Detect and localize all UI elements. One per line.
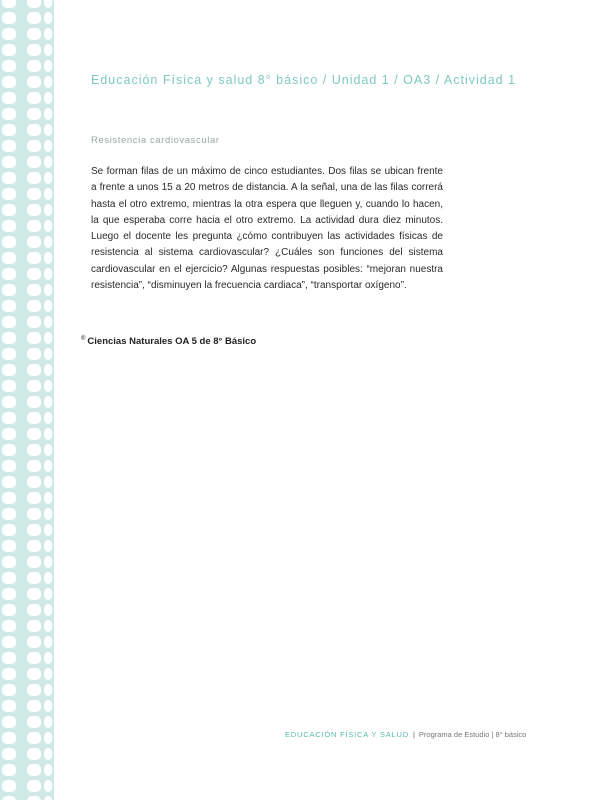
strip-tile — [27, 540, 41, 552]
strip-tile — [2, 92, 16, 104]
footer-subject: EDUCACIÓN FÍSICA Y SALUD — [285, 730, 409, 739]
strip-tile — [44, 108, 52, 120]
strip-tile — [27, 716, 41, 728]
strip-tile — [2, 492, 16, 504]
strip-tile — [2, 12, 16, 24]
strip-tile — [2, 396, 16, 408]
strip-tile — [44, 316, 52, 328]
strip-tile — [2, 636, 16, 648]
page-header: Educación Física y salud 8° básico / Unidad 1 / OA3 / Actividad 1 — [91, 73, 517, 87]
strip-tile — [27, 492, 41, 504]
strip-tile — [27, 748, 41, 760]
strip-tile — [44, 172, 52, 184]
strip-tile — [2, 652, 16, 664]
strip-tile — [27, 604, 41, 616]
strip-tile — [27, 700, 41, 712]
strip-tile — [27, 652, 41, 664]
strip-tile — [2, 108, 16, 120]
strip-tile — [2, 364, 16, 376]
strip-tile — [44, 252, 52, 264]
strip-tile — [2, 0, 16, 8]
strip-tile — [44, 476, 52, 488]
strip-tile — [27, 124, 41, 136]
strip-tile — [2, 188, 16, 200]
strip-tile — [2, 156, 16, 168]
note-text: Ciencias Naturales OA 5 de 8° Básico — [87, 336, 257, 347]
strip-tile — [2, 508, 16, 520]
strip-tile — [2, 572, 16, 584]
strip-tile — [27, 636, 41, 648]
strip-tile — [27, 332, 41, 344]
strip-tile — [44, 636, 52, 648]
strip-tile — [2, 124, 16, 136]
strip-tile — [44, 540, 52, 552]
strip-tile — [44, 444, 52, 456]
strip-tile — [44, 188, 52, 200]
strip-tile — [44, 236, 52, 248]
strip-tile — [44, 396, 52, 408]
strip-tile — [44, 588, 52, 600]
strip-tile — [44, 412, 52, 424]
strip-tile — [44, 44, 52, 56]
strip-tile — [44, 284, 52, 296]
decorative-side-strip — [0, 0, 54, 800]
strip-tile — [2, 220, 16, 232]
strip-tile — [27, 556, 41, 568]
strip-tile — [2, 684, 16, 696]
strip-tile — [27, 572, 41, 584]
strip-tile — [44, 364, 52, 376]
strip-tile — [2, 332, 16, 344]
strip-tile — [44, 204, 52, 216]
strip-tile — [44, 508, 52, 520]
strip-tile — [27, 412, 41, 424]
footer-separator: | — [412, 730, 415, 739]
strip-tile — [44, 76, 52, 88]
strip-tile — [44, 764, 52, 776]
strip-tile — [27, 172, 41, 184]
strip-tile — [27, 476, 41, 488]
strip-tile — [44, 92, 52, 104]
strip-tile — [27, 364, 41, 376]
strip-tile — [44, 668, 52, 680]
strip-tile — [27, 108, 41, 120]
strip-tile — [2, 380, 16, 392]
strip-tile — [44, 28, 52, 40]
strip-tile — [27, 764, 41, 776]
strip-tile — [2, 140, 16, 152]
strip-tile — [2, 732, 16, 744]
strip-tile — [27, 204, 41, 216]
strip-tile — [27, 380, 41, 392]
strip-tile — [27, 220, 41, 232]
strip-tile — [44, 716, 52, 728]
strip-tile — [44, 268, 52, 280]
strip-tile — [44, 604, 52, 616]
strip-tile — [44, 220, 52, 232]
strip-tile — [44, 156, 52, 168]
strip-tile — [27, 780, 41, 792]
strip-tile — [27, 300, 41, 312]
strip-tile — [2, 300, 16, 312]
strip-tile — [27, 316, 41, 328]
strip-tile — [27, 140, 41, 152]
strip-tile — [44, 140, 52, 152]
strip-tile — [44, 380, 52, 392]
strip-tile — [27, 668, 41, 680]
strip-tile — [2, 700, 16, 712]
footer-grade: | 8° básico — [491, 730, 527, 739]
strip-tile — [44, 572, 52, 584]
strip-tile — [2, 428, 16, 440]
strip-tile — [44, 492, 52, 504]
strip-tile — [44, 12, 52, 24]
strip-tile — [44, 460, 52, 472]
page-footer — [285, 730, 526, 739]
strip-tile — [44, 748, 52, 760]
strip-tile — [44, 60, 52, 72]
strip-tile — [44, 348, 52, 360]
strip-tile — [27, 236, 41, 248]
strip-tile — [27, 188, 41, 200]
strip-tile — [2, 460, 16, 472]
strip-tile — [2, 748, 16, 760]
strip-tile — [44, 780, 52, 792]
strip-tile — [44, 332, 52, 344]
activity-description: Se forman filas de un máximo de cinco estudiantes. Dos filas se ubican frente a frente a unos 15 a 20 metros de distancia. A la señal, una de las filas correrá hasta el otro extremo, mientras la otra espera que lleguen y, cuando lo hacen, la que esperaba corre hacia el otro extremo. La actividad dura diez minutos. Luego el docente les pregunta ¿cómo contribuyen las actividades físicas de resistencia al sistema cardiovascular? ¿Cuáles son funciones del sistema cardiovascular en el ejercicio? Algunas respuestas posibles: “mejoran nuestra resistencia”, “disminuyen la frecuencia cardiaca”, “transportar oxígeno”. — [91, 166, 443, 292]
strip-tile — [2, 28, 16, 40]
strip-tile — [44, 620, 52, 632]
strip-tile — [27, 684, 41, 696]
strip-tile — [27, 620, 41, 632]
strip-tile — [27, 156, 41, 168]
strip-tile — [44, 428, 52, 440]
strip-tile — [2, 588, 16, 600]
strip-tile — [2, 716, 16, 728]
strip-tile — [44, 300, 52, 312]
note-marker: ® — [81, 336, 86, 342]
strip-tile — [2, 764, 16, 776]
strip-tile — [2, 540, 16, 552]
strip-tile — [2, 76, 16, 88]
strip-tile — [27, 460, 41, 472]
strip-tile — [44, 652, 52, 664]
strip-tile — [2, 268, 16, 280]
strip-tile — [27, 588, 41, 600]
strip-tile — [2, 444, 16, 456]
strip-tile — [44, 684, 52, 696]
strip-tile — [2, 60, 16, 72]
strip-tile — [27, 44, 41, 56]
section-title: Resistencia cardiovascular — [91, 135, 220, 146]
strip-tile — [27, 92, 41, 104]
footer-program: Programa de Estudio — [418, 730, 490, 739]
strip-tile — [27, 732, 41, 744]
strip-tile — [44, 700, 52, 712]
strip-tile — [2, 668, 16, 680]
strip-tile — [2, 556, 16, 568]
strip-tile — [27, 444, 41, 456]
strip-tile — [44, 732, 52, 744]
strip-tile — [2, 284, 16, 296]
strip-tile — [2, 524, 16, 536]
strip-tile — [27, 396, 41, 408]
strip-tile — [2, 604, 16, 616]
strip-tile — [27, 28, 41, 40]
strip-tile — [27, 12, 41, 24]
strip-tile — [27, 0, 41, 8]
strip-tile — [2, 44, 16, 56]
strip-tile — [27, 524, 41, 536]
strip-tile — [27, 428, 41, 440]
strip-tile — [2, 172, 16, 184]
strip-tile — [2, 412, 16, 424]
strip-tile — [44, 524, 52, 536]
strip-tile — [2, 620, 16, 632]
strip-tile — [27, 348, 41, 360]
cross-reference-note — [81, 336, 256, 347]
strip-tile — [27, 60, 41, 72]
strip-tile — [2, 348, 16, 360]
strip-tile — [2, 476, 16, 488]
strip-tile — [27, 76, 41, 88]
strip-tile — [2, 236, 16, 248]
strip-tile — [2, 780, 16, 792]
strip-tile — [27, 508, 41, 520]
strip-tile — [2, 316, 16, 328]
strip-tile — [2, 204, 16, 216]
strip-tile — [44, 124, 52, 136]
strip-tile — [27, 252, 41, 264]
strip-tile — [2, 252, 16, 264]
strip-tile — [44, 556, 52, 568]
strip-tile — [27, 284, 41, 296]
strip-tile — [27, 268, 41, 280]
